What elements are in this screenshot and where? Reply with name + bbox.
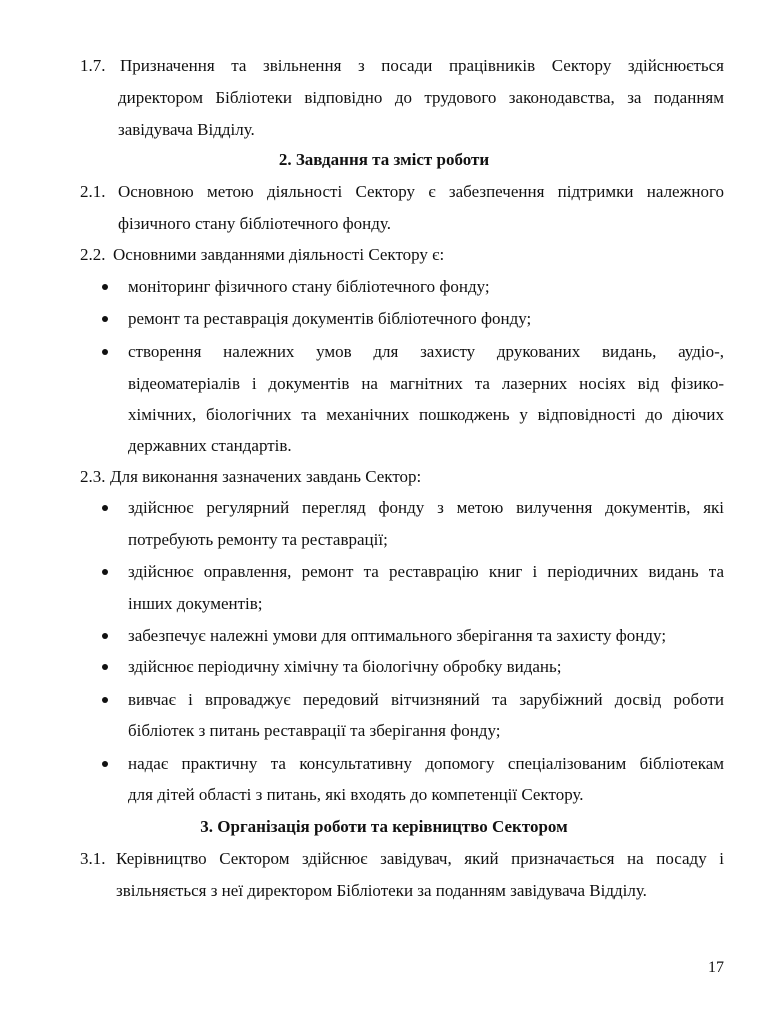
bullet-2-3-2-line-2: інших документів; bbox=[128, 594, 263, 613]
section-heading-3: 3. Організація роботи та керівництво Сектором bbox=[200, 817, 568, 836]
clause-2-1-line-2: фізичного стану бібліотечного фонду. bbox=[118, 214, 391, 233]
bullet-2-3-6-line-1: надає практичну та консультативну допомогу спеціалізованим бібліотекам bbox=[128, 754, 724, 773]
clause-2-3-intro: Для виконання зазначених завдань Сектор: bbox=[110, 467, 422, 486]
bullet-2-3-3: забезпечує належні умови для оптимального зберігання та захисту фонду; bbox=[128, 626, 667, 645]
bullet-marker bbox=[100, 277, 112, 297]
bullet-2-2-1: моніторинг фізичного стану бібліотечного фонду; bbox=[128, 277, 490, 296]
clause-3-1-line-2: звільняється з неї директором Бібліотеки за поданням завідувача Відділу. bbox=[116, 881, 647, 900]
bullet-marker bbox=[100, 657, 112, 677]
clause-1-7-line-1: Призначення та звільнення з посади працівників Сектору здійснюється bbox=[120, 56, 724, 75]
bullet-2-3-2-line-1: здійснює оправлення, ремонт та реставрацію книг і періодичних видань та bbox=[128, 562, 724, 581]
bullet-2-3-5-line-2: бібліотек з питань реставрації та зберігання фонду; bbox=[128, 721, 501, 740]
clause-number-3-1: 3.1. bbox=[80, 849, 106, 868]
clause-2-2-intro: Основними завданнями діяльності Сектору є: bbox=[113, 245, 445, 264]
clause-number-2-1: 2.1. bbox=[80, 182, 106, 201]
clause-1-7-line-2: директором Бібліотеки відповідно до трудового законодавства, за поданням bbox=[118, 88, 724, 107]
bullet-2-2-3-line-4: державних стандартів. bbox=[128, 436, 292, 455]
bullet-2-3-6-line-2: для дітей області з питань, які входять до компетенції Сектору. bbox=[128, 785, 584, 804]
bullet-2-2-3-line-3: хімічних, біологічних та механічних пошкоджень у відповідності до діючих bbox=[128, 405, 724, 424]
bullet-2-2-3-line-2: відеоматеріалів і документів на магнітних та лазерних носіях від фізико- bbox=[128, 374, 724, 393]
bullet-marker bbox=[100, 562, 112, 582]
bullet-2-2-2: ремонт та реставрація документів бібліотечного фонду; bbox=[128, 309, 532, 328]
bullet-marker bbox=[100, 498, 112, 518]
clause-number-2-3: 2.3. bbox=[80, 467, 106, 486]
clause-number-2-2: 2.2. bbox=[80, 245, 106, 264]
bullet-marker bbox=[100, 754, 112, 774]
clause-3-1-line-1: Керівництво Сектором здійснює завідувач, який призначається на посаду і bbox=[116, 849, 724, 868]
bullet-marker bbox=[100, 342, 112, 362]
bullet-2-2-3-line-1: створення належних умов для захисту друкованих видань, аудіо-, bbox=[128, 342, 724, 361]
clause-1-7-line-3: завідувача Відділу. bbox=[118, 120, 255, 139]
clause-2-1-line-1: Основною метою діяльності Сектору є забезпечення підтримки належного bbox=[118, 182, 724, 201]
bullet-2-3-1-line-1: здійснює регулярний перегляд фонду з метою вилучення документів, які bbox=[128, 498, 724, 517]
bullet-2-3-5-line-1: вивчає і впроваджує передовий вітчизняний та зарубіжний досвід роботи bbox=[128, 690, 724, 709]
bullet-marker bbox=[100, 626, 112, 646]
page-number: 17 bbox=[708, 959, 724, 976]
section-heading-2: 2. Завдання та зміст роботи bbox=[278, 150, 490, 169]
bullet-2-3-4: здійснює періодичну хімічну та біологічну обробку видань; bbox=[128, 657, 562, 676]
bullet-marker bbox=[100, 690, 112, 710]
bullet-marker bbox=[100, 309, 112, 329]
bullet-2-3-1-line-2: потребують ремонту та реставрації; bbox=[128, 530, 388, 549]
clause-number-1-7: 1.7. bbox=[80, 56, 106, 75]
